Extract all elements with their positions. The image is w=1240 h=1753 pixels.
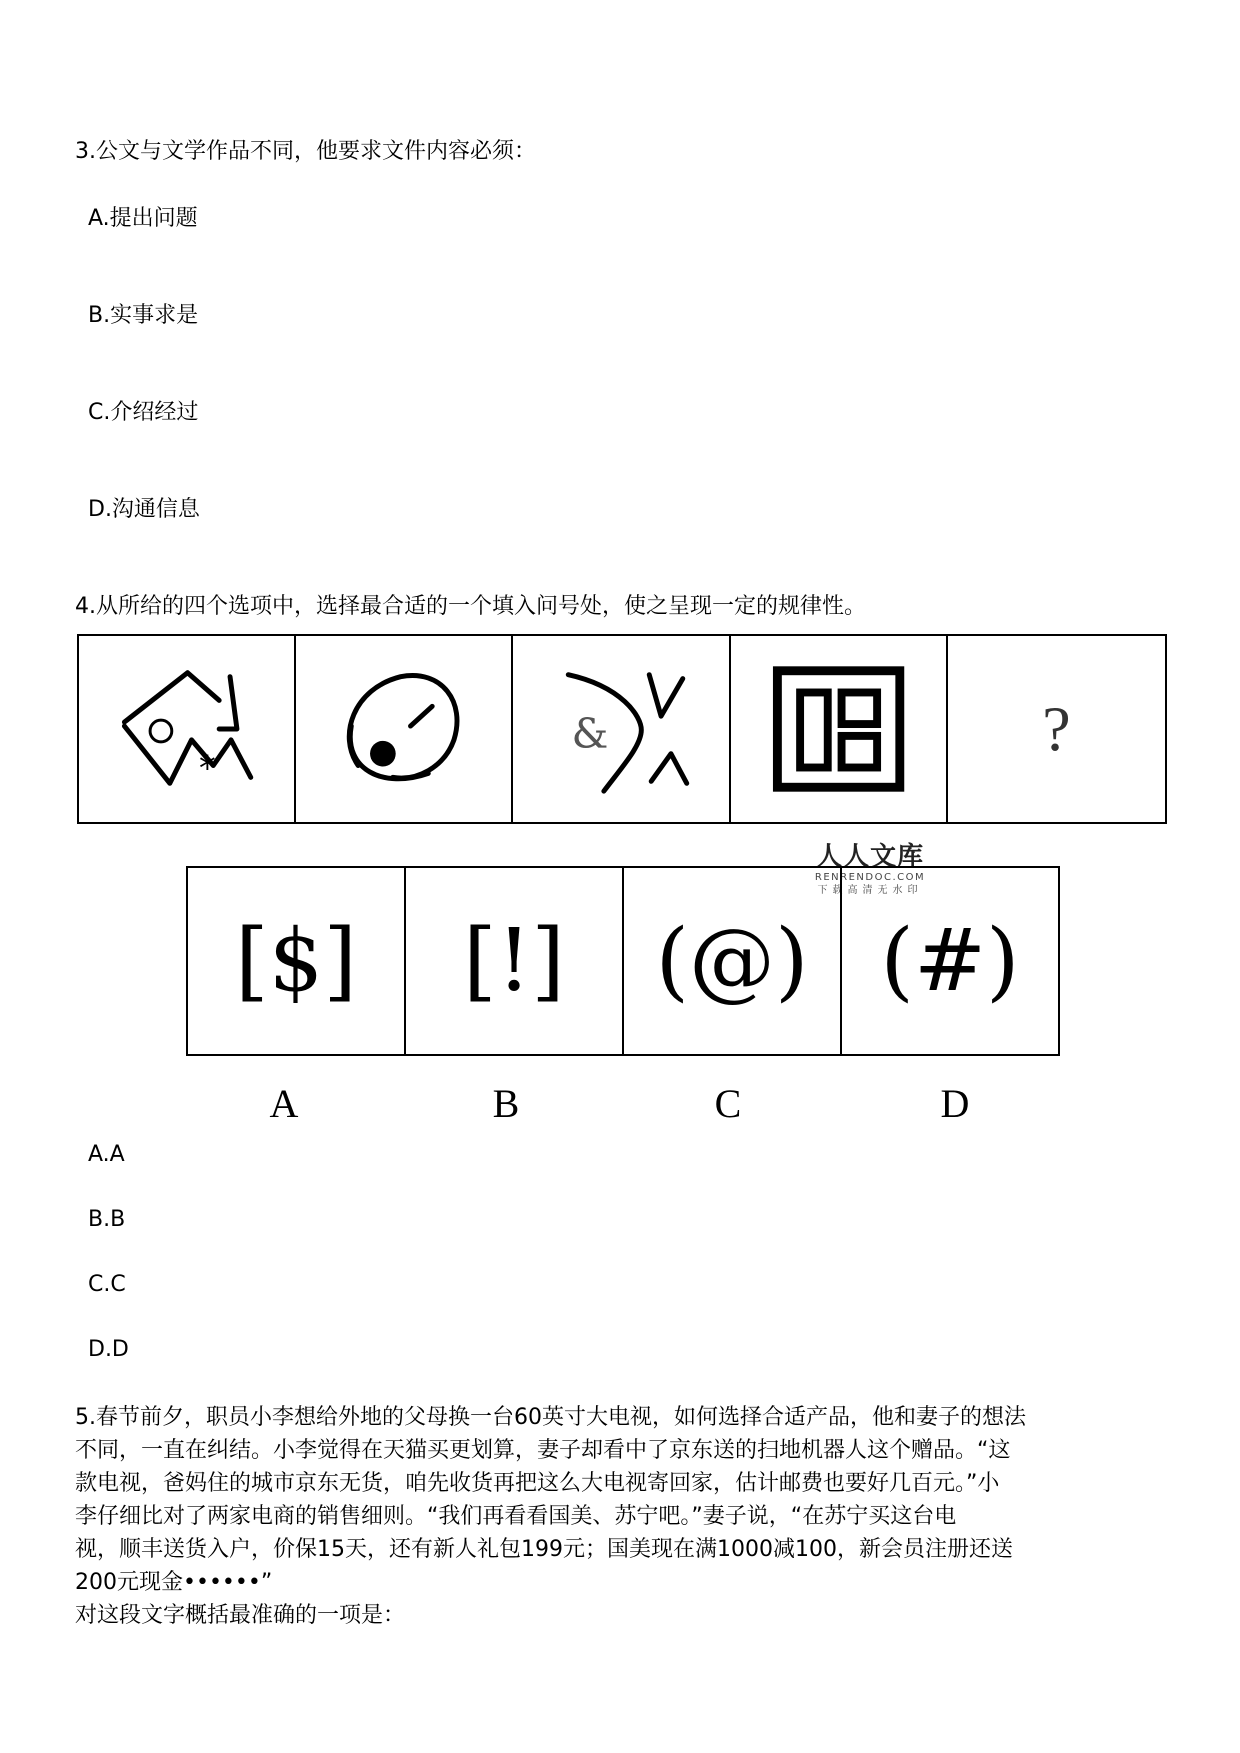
- answer-figure-d-symbol: (#): [880, 911, 1020, 1011]
- puzzle-figure-1-drawing: [79, 636, 294, 822]
- q3-stem: 3.公文与文学作品不同，他要求文件内容必须：: [75, 139, 536, 164]
- q5-line-6: 200元现金••••••”: [75, 1570, 273, 1595]
- answer-letter-b: B: [492, 1081, 520, 1126]
- answer-figure-c-symbol: (@): [655, 911, 809, 1011]
- q5-line-3: 款电视，爸妈住的城市京东无货，咱先收货再把这么大电视寄回家，估计邮费也要好几百元。”小: [75, 1471, 1000, 1496]
- q5-line-2: 不同，一直在纠结。小李觉得在天猫买更划算，妻子却看中了京东送的扫地机器人这个赠品。“这: [75, 1438, 1011, 1463]
- q4-option-b: B.B: [88, 1207, 126, 1232]
- q3-option-c: C.介绍经过: [88, 400, 199, 425]
- answer-figure-a-symbol: [$]: [235, 911, 357, 1011]
- q4-option-a: A.A: [88, 1142, 125, 1167]
- answer-figure-c: [624, 868, 842, 1054]
- q3-option-b: B.实事求是: [88, 303, 199, 328]
- puzzle-question-cell: [948, 636, 1165, 822]
- answer-letter-c: C: [714, 1081, 742, 1126]
- question-mark: ?: [1042, 693, 1071, 764]
- puzzle-figure-1: [79, 636, 296, 822]
- q4-puzzle-grid: [77, 634, 1167, 824]
- answer-figure-b-symbol: [!]: [463, 911, 565, 1011]
- puzzle-figure-2-drawing: [296, 636, 511, 822]
- watermark-title: 人人文库: [815, 842, 924, 872]
- q3-option-d: D.沟通信息: [88, 497, 200, 522]
- q4-option-c: C.C: [88, 1272, 126, 1297]
- q4-option-d: D.D: [88, 1337, 129, 1362]
- q5-line-1: 5.春节前夕，职员小李想给外地的父母换一台60英寸大电视，如何选择合适产品，他和妻子的想法: [75, 1405, 1026, 1430]
- answer-figure-b: [406, 868, 624, 1054]
- puzzle-figure-2: [296, 636, 513, 822]
- puzzle-figure-3-drawing: [513, 636, 728, 822]
- ampersand-glyph: &: [571, 709, 609, 758]
- q3-option-a: A.提出问题: [88, 206, 198, 231]
- watermark-slogan: 下载高清无水印: [817, 885, 923, 896]
- answer-figure-d: [842, 868, 1058, 1054]
- puzzle-figure-4-drawing: [731, 636, 946, 822]
- q4-stem: 4.从所给的四个选项中，选择最合适的一个填入问号处，使之呈现一定的规律性。: [75, 594, 866, 619]
- answer-letter-a: A: [269, 1081, 299, 1126]
- answer-figure-a: [188, 868, 406, 1054]
- q4-answer-grid: [186, 866, 1060, 1056]
- puzzle-figure-3: [513, 636, 730, 822]
- asterisk-glyph: *: [198, 748, 216, 788]
- q5-line-5: 视，顺丰送货入户，价保15天，还有新人礼包199元；国美现在满1000减100，新会员注册还送: [75, 1537, 1013, 1562]
- q5-line-4: 李仔细比对了两家电商的销售细则。“我们再看看国美、苏宁吧。”妻子说，“在苏宁买这台电: [75, 1504, 957, 1529]
- puzzle-figure-4: [731, 636, 948, 822]
- watermark-domain: RENRENDOC.COM: [814, 872, 926, 883]
- answer-letter-d: D: [940, 1081, 970, 1126]
- q5-question: 对这段文字概括最准确的一项是：: [75, 1603, 406, 1628]
